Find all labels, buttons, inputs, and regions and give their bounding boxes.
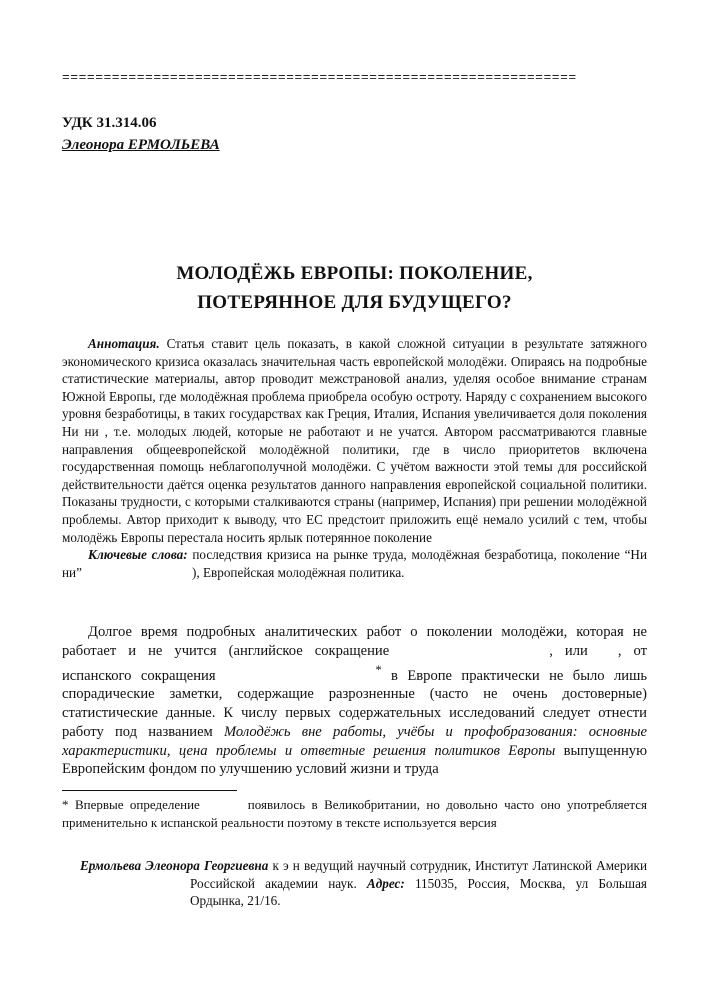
footnote-text-a: Впервые определение: [74, 797, 200, 812]
cited-work-title: Молодёжь вне работы, учёбы и профобразования: основные характеристики, цена проблемы и ответные решения политиков Европы: [62, 723, 647, 759]
bio-author-name: Ермольева Элеонора Георгиевна: [80, 858, 269, 873]
abstract-text: Статья ставит цель показать, в какой сложной ситуации в результате затяжного экономического кризиса оказалась значительная часть европейской молодёжи. Опираясь на подробные статистические материалы, автор проводит межстрановой анализ, уделяя особое внимание странам Южной Европы, где молодёжная проблема приобрела особую остроту. Наряду с сохранением высокого уровня безработицы, в таких государствах как Греция, Италия, Испания увеличивается доля поколения Ни ни , т.е. молодых людей, которые не работают и не учатся. Автором рассматриваются главные направления общеевропейской молодёжной политики, где в число приоритетов включена государственная помощь неблагополучной молодёжи. С учётом важности этой темы для российской действительности даётся оценка результатов данного направления европейской социальной политики. Показаны трудности, с которыми сталкиваются страны (например, Испания) при решении молодёжной проблемы. Автор приходит к выводу, что ЕС предстоит приложить ещё немало усилий с тем, чтобы молодёжь Европы перестала носить ярлык потерянное поколение: [62, 336, 648, 545]
body-text-e: выпущенную Европейским фондом по улучшению условий жизни и труда: [62, 742, 647, 778]
abstract-paragraph: [62, 335, 647, 546]
footnote-paragraph: [62, 796, 647, 831]
header-rule: ==============================================================: [62, 70, 577, 85]
abstract: [62, 335, 647, 581]
body-text-b: , или: [549, 642, 588, 659]
author-bio: [80, 857, 647, 910]
keywords-text-b: ), Европейская молодёжная политика.: [191, 564, 405, 580]
keywords-paragraph: [62, 546, 647, 581]
author-bio-paragraph: [80, 857, 647, 910]
address-label: Адрес:: [366, 875, 405, 891]
article-title-line-1: МОЛОДЁЖЬ ЕВРОПЫ: ПОКОЛЕНИЕ,: [176, 263, 533, 284]
author-name: Элеонора ЕРМОЛЬЕВА: [62, 137, 220, 153]
body-text-d: в Европе практически не было лишь спорадические заметки, содержащие разрозненные (часто не очень достоверные) статистические данные. К числу первых содержательных исследований следует отнести работу под названием: [62, 667, 647, 740]
article-title-line-2: ПОТЕРЯННОЕ ДЛЯ БУДУЩЕГО?: [197, 292, 512, 313]
body-paragraph-1: [62, 623, 647, 779]
udk-code: УДК 31.314.06: [62, 115, 157, 131]
footnote-divider: [62, 790, 237, 791]
body-text-a: Долгое время подробных аналитических работ о поколении молодёжи, которая не работает и не учится (английское сокращение: [62, 624, 647, 659]
footnote: [62, 796, 647, 831]
footnote-reference[interactable]: *: [375, 662, 382, 677]
body-text-c: , от испанского сокращения: [62, 642, 648, 684]
bio-text: к э н ведущий научный сотрудник, Институт Латинской Америки Российской академии наук.: [190, 858, 648, 891]
keywords-text-a: последствия кризиса на рынке труда, молодёжная безработица, поколение “Ни ни”: [62, 547, 647, 580]
keywords-label: Ключевые слова:: [88, 547, 188, 563]
abstract-label: Аннотация.: [88, 336, 160, 351]
footnote-text-b: появилось в Великобритании, но довольно часто оно употребляется применительно к испанской реальности поэтому в тексте используется версия: [62, 797, 648, 830]
footnote-mark: *: [62, 797, 69, 812]
article-body: [62, 623, 647, 779]
address-text: 115035, Россия, Москва, ул Большая Ордынка, 21/16.: [190, 875, 648, 909]
